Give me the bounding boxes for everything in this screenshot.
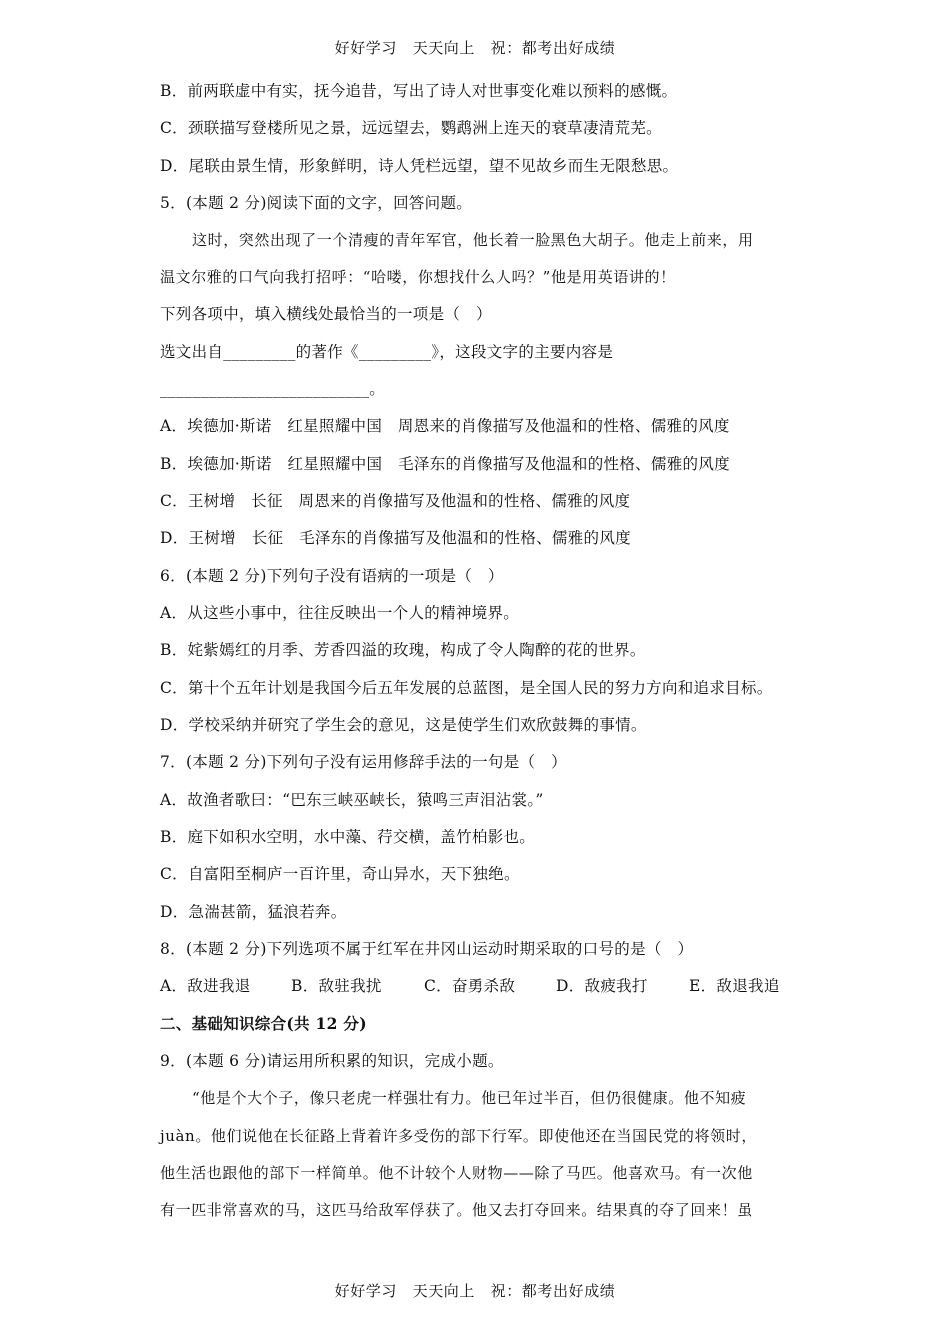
q5-prompt: 下列各项中，填入横线处最恰当的一项是（ ）	[160, 305, 492, 323]
q9-passage-line-1: “他是个大个子，像只老虎一样强壮有力。他已年过半百，但仍很健康。他不知疲	[192, 1089, 747, 1107]
q5-option-c: C．王树增 长征 周恩来的肖像描写及他温和的性格、儒雅的风度	[160, 492, 631, 510]
q8-option-c: C．奋勇杀敌	[424, 977, 516, 995]
q5-blank-line-2: __________________________。	[160, 380, 386, 398]
q5-passage-line-1: 这时，突然出现了一个清瘦的青年军官，他长着一脸黑色大胡子。他走上前来，用	[192, 231, 754, 249]
q6-option-a: A．从这些小事中，往往反映出一个人的精神境界。	[160, 604, 520, 622]
q7-option-c: C．自富阳至桐庐一百许里，奇山异水，天下独绝。	[160, 865, 520, 883]
q8-option-b: B．敌驻我扰	[291, 977, 382, 995]
q8-option-a: A．敌进我退	[160, 977, 251, 995]
q7-option-a: A．故渔者歌曰：“巴东三峡巫峡长，猿鸣三声泪沾裳。”	[160, 791, 544, 809]
q9-passage-line-3: 他生活也跟他的部下一样简单。他不计较个人财物——除了马匹。他喜欢马。有一次他	[160, 1164, 753, 1182]
q6-option-c: C．第十个五年计划是我国今后五年发展的总蓝图，是全国人民的努力方向和追求目标。	[160, 679, 773, 697]
q4-option-b: B．前两联虚中有实，抚今追昔，写出了诗人对世事变化难以预料的感慨。	[160, 82, 678, 100]
q7-option-d: D．急湍甚箭，猛浪若奔。	[160, 903, 347, 921]
page-header: 好好学习 天天向上 祝：都考出好成绩	[334, 39, 616, 57]
q8-option-d: D．敌疲我打	[556, 977, 648, 995]
page-footer: 好好学习 天天向上 祝：都考出好成绩	[334, 1282, 616, 1300]
q5-blank-line-1: 选文出自_________的著作《_________》，这段文字的主要内容是	[160, 343, 614, 361]
q4-option-d: D．尾联由景生情，形象鲜明，诗人凭栏远望，望不见故乡而生无限愁思。	[160, 157, 679, 175]
q5-passage-line-2: 温文尔雅的口气向我打招呼：“哈喽，你想找什么人吗？”他是用英语讲的！	[160, 268, 676, 286]
q5-option-b: B．埃德加·斯诺 红星照耀中国 毛泽东的肖像描写及他温和的性格、儒雅的风度	[160, 455, 730, 473]
q5-stem: 5．(本题 2 分)阅读下面的文字，回答问题。	[160, 194, 473, 212]
q6-stem: 6．(本题 2 分)下列句子没有语病的一项是（ ）	[160, 567, 504, 585]
section-2-title: 二、基础知识综合(共 12 分)	[160, 1014, 367, 1033]
q4-option-c: C．颈联描写登楼所见之景，远远望去，鹦鹉洲上连天的衰草凄清荒芜。	[160, 119, 662, 137]
q7-stem: 7．(本题 2 分)下列句子没有运用修辞手法的一句是（ ）	[160, 753, 567, 771]
q5-option-d: D．王树增 长征 毛泽东的肖像描写及他温和的性格、儒雅的风度	[160, 529, 631, 547]
q9-passage-line-2: juàn。他们说他在长征路上背着许多受伤的部下行军。即使他还在当国民党的将领时，	[160, 1127, 757, 1145]
q9-passage-line-4: 有一匹非常喜欢的马，这匹马给敌军俘获了。他又去打夺回来。结果真的夺了回来！虽	[160, 1201, 753, 1219]
q8-stem: 8．(本题 2 分)下列选项不属于红军在井冈山运动时期采取的口号的是（ ）	[160, 940, 694, 958]
q6-option-b: B．姹紫嫣红的月季、芳香四溢的玫瑰，构成了令人陶醉的花的世界。	[160, 641, 646, 659]
q7-option-b: B．庭下如积水空明，水中藻、荇交横，盖竹柏影也。	[160, 828, 536, 846]
q8-option-e: E．敌退我追	[689, 977, 780, 995]
q9-stem: 9．(本题 6 分)请运用所积累的知识，完成小题。	[160, 1052, 504, 1070]
q6-option-d: D．学校采纳并研究了学生会的意见，这是使学生们欢欣鼓舞的事情。	[160, 716, 647, 734]
q5-option-a: A．埃德加·斯诺 红星照耀中国 周恩来的肖像描写及他温和的性格、儒雅的风度	[160, 417, 730, 435]
